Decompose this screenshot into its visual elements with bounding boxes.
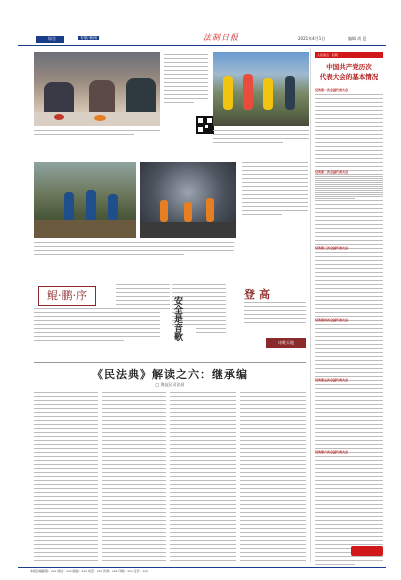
header-date: 2021年4月1日 [298,36,326,41]
section-5-heading: 党的第五次全国代表大会 [315,378,349,382]
section-4-heading: 党的第四次全国代表大会 [315,318,349,322]
qr-code [196,116,214,134]
header-rule [18,45,386,46]
photo-dinner-table [34,52,160,126]
photo-caption-text [164,54,208,124]
article-col-1 [34,392,98,564]
section-3-heading: 党的第三次全国代表大会 [315,246,349,250]
article-subtitle: □ 海淀区司法局 [155,382,185,387]
middle-photo-caption [34,242,234,258]
poem-title-safety: 安全是音歌 [172,296,182,341]
runner-caption [213,130,309,146]
article-col-3 [170,392,236,564]
article-col-4 [240,392,306,564]
page-header [18,32,386,46]
header-editor: 编辑 尚 邑 [348,36,367,41]
footer-rule [18,567,386,568]
poem-lines [196,296,226,336]
header-page-label: 综合 [48,36,56,41]
right-title-2: 代表大会的基本情况 [319,73,379,81]
poetry-box [266,338,306,348]
photo-runners [213,52,309,126]
right-top-tag-label: 人民视点 · 回顾 [317,53,338,57]
article-col-2 [102,392,166,564]
tunnel-caption-text [242,162,308,218]
article-title: 《民法典》解读之六：继承编 [92,368,248,381]
right-footer-badge [351,546,383,556]
essay-left-icon: 鲲·鹏·序 [38,286,96,306]
dinner-caption [34,130,160,138]
poetry-box-label: 诗歌天地 [278,340,294,345]
dengnan-title: 登高 [244,288,274,301]
photo-tunnel [140,162,236,238]
section-6-heading: 党的第六次全国代表大会 [315,450,349,454]
section-1-heading: 党的第一次全国代表大会 [315,88,349,92]
right-column [310,48,387,562]
essay-mid-text [116,284,170,312]
paper-logo: 法制日报 [203,33,239,42]
right-top-tag [315,52,383,58]
right-title-1: 中国共产党历次 [326,63,372,71]
header-section-tag: 专版·新闻 [80,35,98,40]
section-2-heading: 党的第二次全国代表大会 [315,170,349,174]
article-rule-top [34,362,306,363]
photo-tree-planting [34,162,136,238]
footer-text: 本版投稿邮箱：xxx 地址：xxx 邮编：xxx 电话：xxx 传真：xxx 印刷：xxx 定价：xxx [30,569,149,573]
dengnan-text [244,302,306,326]
essay-left-text [34,308,160,344]
